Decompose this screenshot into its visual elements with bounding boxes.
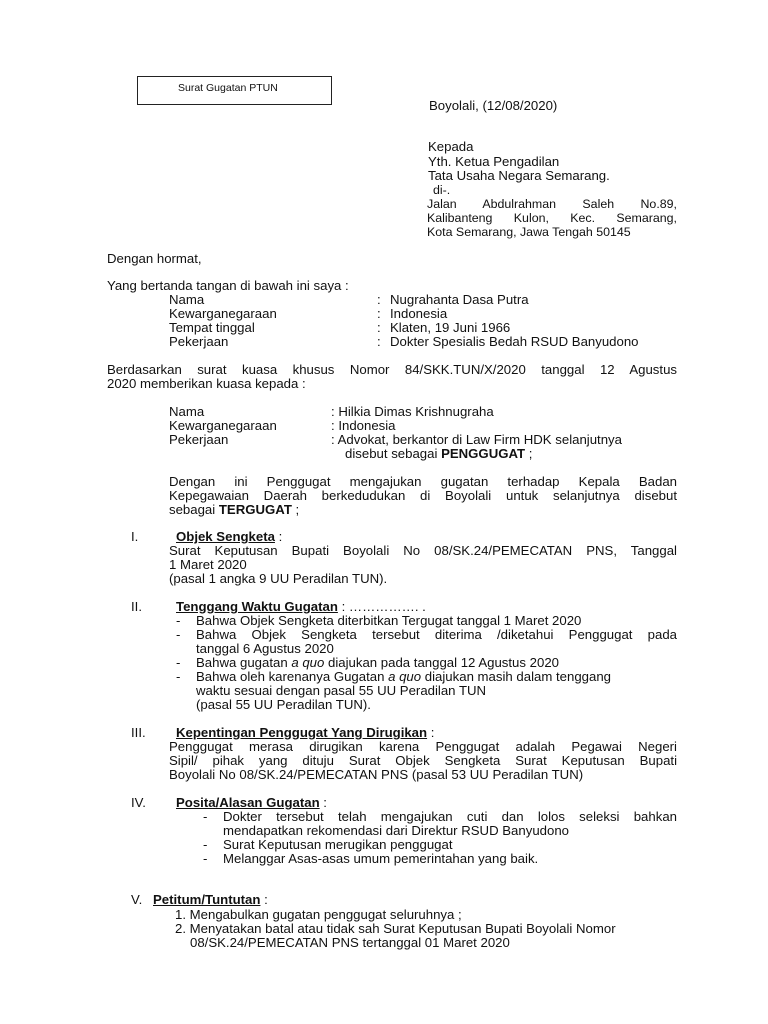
recipient-kepada: Kepada: [428, 139, 474, 154]
attorney-nationality-value: : Indonesia: [331, 418, 396, 433]
salutation: Dengan hormat,: [107, 251, 202, 266]
colon: :: [377, 292, 381, 307]
section-1-line-3: (pasal 1 angka 9 UU Peradilan TUN).: [169, 571, 388, 586]
section-4-bullet-3: Melanggar Asas-asas umum pemerintahan yang baik.: [223, 851, 539, 866]
section-1-line-1: Surat Keputusan Bupati Boyolali No 08/SK.24/PEMECATAN PNS, Tanggal: [169, 543, 677, 558]
colon: :: [377, 334, 381, 349]
claim-line-3: [169, 503, 299, 517]
power-line-1: Berdasarkan surat kuasa khusus Nomor 84/SKK.TUN/X/2020 tanggal 12 Agustus: [107, 362, 677, 377]
recipient-di: di-.: [433, 183, 451, 197]
section-2-bullet-1: Bahwa Objek Sengketa diterbitkan Tergugat tanggal 1 Maret 2020: [196, 613, 582, 628]
bullet-dash: -: [203, 851, 208, 866]
section-3-line-1: Penggugat merasa dirugikan karena Penggugat adalah Pegawai Negeri: [169, 739, 677, 754]
plaintiff-nationality-label: Kewarganegaraan: [169, 306, 277, 321]
recipient-address-3: Kota Semarang, Jawa Tengah 50145: [427, 225, 631, 239]
tergugat-term: TERGUGAT: [218, 502, 292, 517]
place-date: Boyolali, (12/08/2020): [429, 98, 558, 113]
recipient-court: Tata Usaha Negara Semarang.: [428, 168, 610, 183]
attorney-job-label: Pekerjaan: [169, 432, 229, 447]
bullet-dash: -: [176, 669, 181, 684]
section-4-heading: Posita/Alasan Gugatan :: [176, 795, 327, 810]
section-2-bullet-4b: waktu sesuai dengan pasal 55 UU Peradilan TUN: [196, 683, 487, 698]
section-4-bullet-2: Surat Keputusan merugikan penggugat: [223, 837, 453, 852]
plaintiff-job-label: Pekerjaan: [169, 334, 229, 349]
attorney-name-label: Nama: [169, 404, 205, 419]
section-3-heading: Kepentingan Penggugat Yang Dirugikan :: [176, 725, 435, 740]
section-3-line-3: Boyolali No 08/SK.24/PEMECATAN PNS (pasal 53 UU Peradilan TUN): [169, 767, 584, 782]
bullet-dash: -: [203, 837, 208, 852]
recipient-yth: Yth. Ketua Pengadilan: [428, 154, 560, 169]
attorney-name-value: : Hilkia Dimas Krishnugraha: [331, 404, 494, 419]
petitum-item-2a: 2. Menyatakan batal atau tidak sah Surat Keputusan Bupati Boyolali Nomor: [175, 921, 616, 936]
designation-text: disebut sebagai: [345, 446, 442, 461]
section-4-number: IV.: [131, 795, 146, 810]
claim-line-2: Kepegawaian Daerah berkedudukan di Boyolali untuk selanjutnya disebut: [169, 488, 677, 503]
plaintiff-name-value: Nugrahanta Dasa Putra: [390, 292, 529, 307]
bullet-dash: -: [203, 809, 208, 824]
section-5-number: V.: [131, 892, 143, 907]
section-1-line-2: 1 Maret 2020: [169, 557, 247, 572]
attorney-job-value: : Advokat, berkantor di Law Firm HDK selanjutnya: [331, 432, 622, 447]
section-4-bullet-1b: mendapatkan rekomendasi dari Direktur RSUD Banyudono: [223, 823, 569, 838]
claim-line-1: Dengan ini Penggugat mengajukan gugatan terhadap Kepala Badan: [169, 474, 677, 489]
designation-end: ;: [525, 446, 533, 461]
bullet-dash: -: [176, 627, 181, 642]
plaintiff-residence-label: Tempat tinggal: [169, 320, 255, 335]
colon: :: [377, 306, 381, 321]
title-box: [137, 76, 332, 105]
colon: :: [377, 320, 381, 335]
claim-pre: sebagai: [169, 502, 219, 517]
attorney-nationality-label: Kewarganegaraan: [169, 418, 277, 433]
recipient-address-1: Jalan Abdulrahman Saleh No.89,: [427, 197, 677, 211]
intro-line: Yang bertanda tangan di bawah ini saya :: [107, 278, 349, 293]
bullet-dash: -: [176, 655, 181, 670]
section-2-bullet-4c: (pasal 55 UU Peradilan TUN).: [196, 697, 371, 712]
petitum-item-1: 1. Mengabulkan gugatan penggugat seluruhnya ;: [175, 907, 462, 922]
plaintiff-job-value: Dokter Spesialis Bedah RSUD Banyudono: [390, 334, 639, 349]
section-3-number: III.: [131, 725, 146, 740]
recipient-address-2: Kalibanteng Kulon, Kec. Semarang,: [427, 211, 677, 225]
document-title: Surat Gugatan PTUN: [178, 82, 278, 94]
section-2-bullet-3: Bahwa gugatan a quo diajukan pada tanggal 12 Agustus 2020: [196, 655, 559, 670]
section-2-bullet-2b: tanggal 6 Agustus 2020: [196, 641, 334, 656]
section-1-number: I.: [131, 529, 139, 544]
section-4-bullet-1a: Dokter tersebut telah mengajukan cuti dan lolos seleksi bahkan: [223, 809, 677, 824]
bullet-dash: -: [176, 613, 181, 628]
section-2-bullet-4a: Bahwa oleh karenanya Gugatan a quo diajukan masih dalam tenggang: [196, 669, 611, 684]
plaintiff-nationality-value: Indonesia: [390, 306, 448, 321]
plaintiff-residence-value: Klaten, 19 Juni 1966: [390, 320, 511, 335]
section-1-heading: Objek Sengketa :: [176, 529, 283, 544]
section-2-number: II.: [131, 599, 142, 614]
petitum-item-2b: 08/SK.24/PEMECATAN PNS tertanggal 01 Maret 2020: [190, 935, 510, 950]
attorney-designation: [345, 447, 532, 461]
section-5-heading: Petitum/Tuntutan :: [153, 892, 268, 907]
section-2-bullet-2a: Bahwa Objek Sengketa tersebut diterima /diketahui Penggugat pada: [196, 627, 677, 642]
plaintiff-name-label: Nama: [169, 292, 205, 307]
claim-end: ;: [291, 502, 300, 517]
section-2-heading: Tenggang Waktu Gugatan : ……………. .: [176, 599, 426, 614]
penggugat-term: PENGGUGAT: [441, 446, 526, 461]
power-line-2: 2020 memberikan kuasa kepada :: [107, 376, 306, 391]
section-3-line-2: Sipil/ pihak yang dituju Surat Objek Sengketa Surat Keputusan Bupati: [169, 753, 677, 768]
